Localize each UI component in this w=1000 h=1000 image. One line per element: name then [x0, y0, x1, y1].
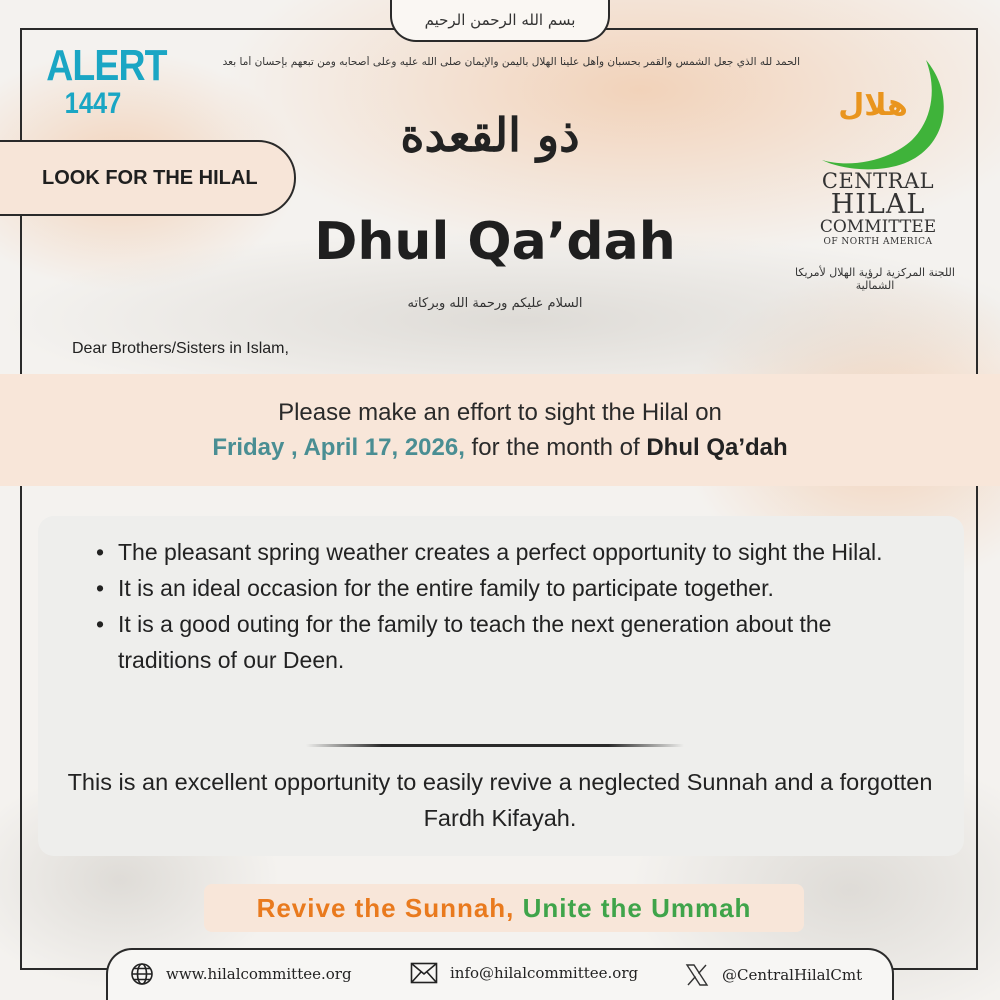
sighting-date: Friday , April 17, 2026,	[212, 434, 465, 461]
look-label: LOOK FOR THE HILAL	[42, 166, 258, 189]
band-mid: for the month of	[464, 434, 647, 461]
logo-line-central: CENTRAL	[821, 169, 935, 193]
logo-line-north-america: OF NORTH AMERICA	[823, 237, 933, 247]
footer-website[interactable]	[130, 962, 352, 986]
salam-text: السلام عليكم ورحمة الله وبركاته	[407, 296, 583, 311]
website-link[interactable]: www.hilalcommittee.org	[166, 965, 352, 983]
bullet-list	[118, 534, 918, 678]
logo-line-hilal: HILAL	[830, 189, 926, 220]
alert-year: 1447	[64, 87, 122, 120]
list-item: • It is an ideal occasion for the entire family to participate together.	[118, 570, 918, 606]
look-for-hilal-pill	[0, 140, 296, 216]
month-calligraphy: ذو القعدة	[400, 108, 580, 162]
x-icon	[684, 962, 710, 988]
band-month: Dhul Qa’dah	[646, 434, 788, 461]
alert-word: ALERT	[46, 41, 167, 90]
bismillah-tab	[390, 0, 610, 42]
footer-bar	[106, 948, 894, 1000]
hamd-text: الحمد لله الذي جعل الشمس والقمر بحسبان وأهل علينا الهلال باليمن والإيمان صلى الله عليه وعلى أصحابه ومن تبعهم بإحسان أما بعد	[222, 56, 800, 68]
sighting-band	[0, 374, 1000, 486]
greeting: Dear Brothers/Sisters in Islam,	[72, 340, 289, 357]
globe-icon	[130, 962, 154, 986]
alert-badge	[38, 41, 167, 120]
band-line2	[0, 430, 1000, 466]
closing-text: This is an excellent opportunity to easily revive a neglected Sunnah and a forgotten Fardh Kifayah.	[67, 769, 933, 831]
logo-wordmark	[808, 170, 948, 248]
slogan-part2: Unite the Ummah	[514, 893, 752, 923]
slogan	[204, 884, 804, 932]
band-line1: Please make an effort to sight the Hilal on	[278, 399, 722, 426]
mail-icon	[410, 962, 438, 984]
page-title: Dhul Qa’dah	[314, 212, 676, 272]
footer-twitter[interactable]	[684, 962, 862, 988]
list-item: • It is a good outing for the family to teach the next generation about the traditions of our Deen.	[118, 606, 918, 678]
list-item: • The pleasant spring weather creates a perfect opportunity to sight the Hilal.	[118, 534, 918, 570]
bismillah-text: بسم الله الرحمن الرحيم	[424, 11, 576, 29]
twitter-handle[interactable]: @CentralHilalCmt	[722, 966, 863, 984]
footer-email[interactable]	[410, 962, 638, 984]
slogan-part1: Revive the Sunnah,	[256, 893, 515, 923]
divider	[306, 744, 684, 747]
logo-hilal-arabic: هلال	[838, 88, 908, 123]
logo-arabic-name: اللجنة المركزية لرؤية الهلال لأمريكا الشمالية	[795, 266, 955, 292]
email-link[interactable]: info@hilalcommittee.org	[450, 964, 639, 982]
logo-line-committee: COMMITTEE	[819, 217, 937, 237]
